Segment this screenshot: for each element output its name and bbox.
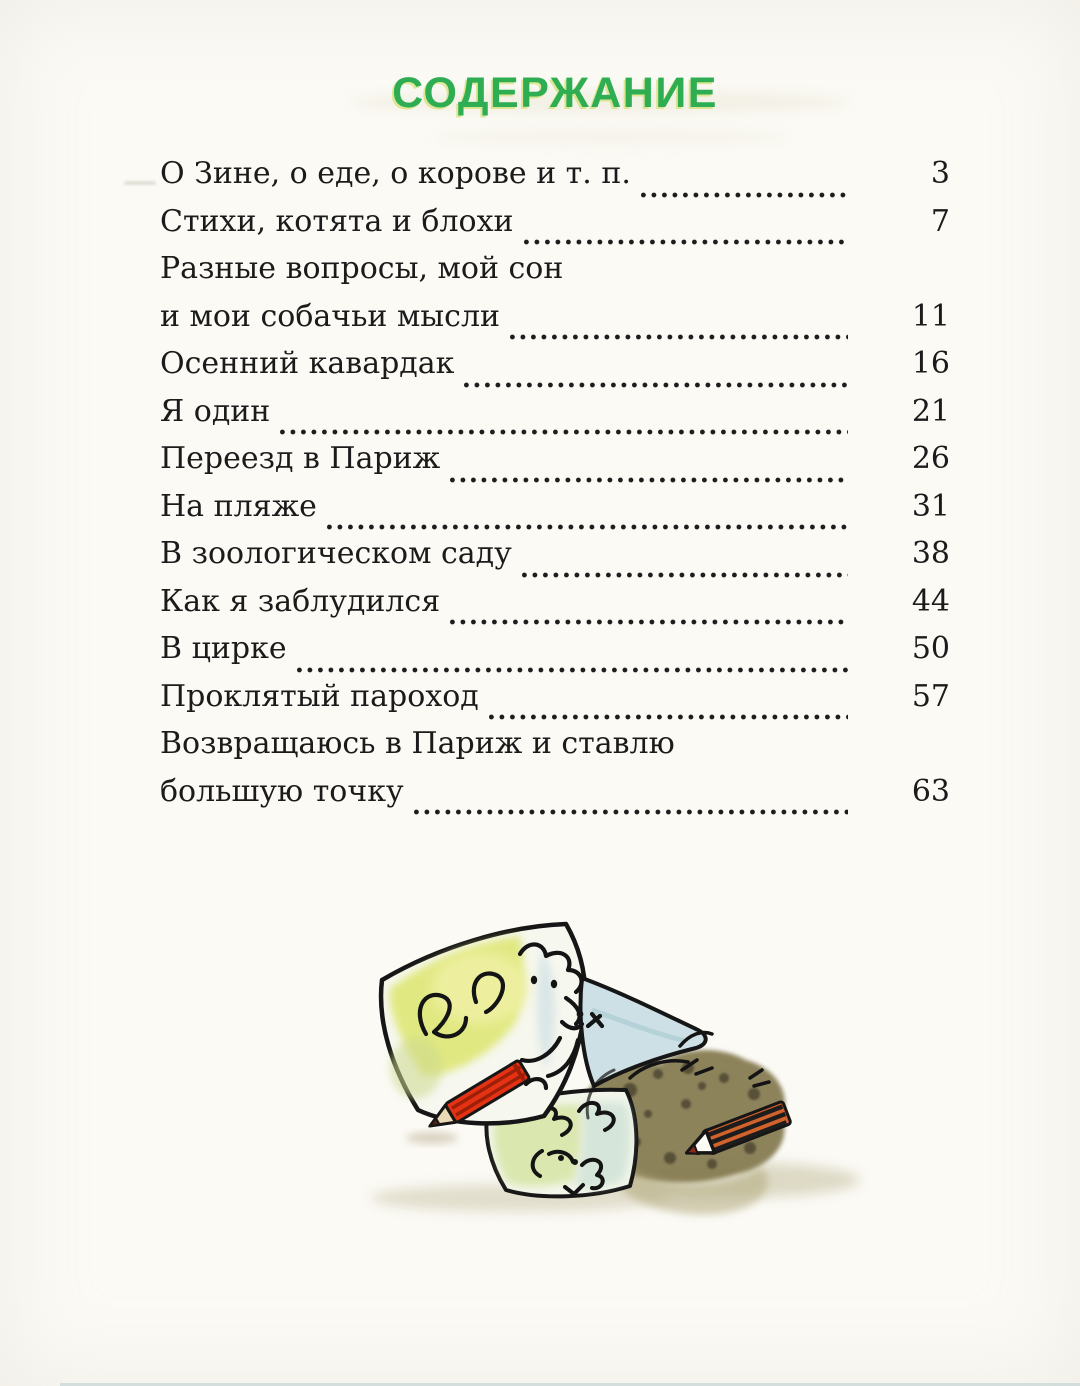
toc-entry <box>160 394 950 442</box>
toc-entry-page: 21 <box>911 393 950 429</box>
page-title: СОДЕРЖАНИЕ <box>392 69 718 117</box>
toc-entry <box>160 679 950 727</box>
toc-entry-page: 11 <box>911 298 950 334</box>
toc-entry-page: 38 <box>911 536 950 571</box>
scan-artifact-dash <box>124 181 156 185</box>
dot-leader <box>327 524 848 530</box>
toc-entry <box>160 536 950 584</box>
toc-entry-title: Как я заблудился <box>160 583 441 619</box>
toc-entry-title: Разные вопросы, мой сон <box>160 251 564 286</box>
dot-leader <box>450 477 848 483</box>
toc-entry-page: 26 <box>911 441 950 476</box>
toc-entry-page: 3 <box>930 156 950 191</box>
dot-leader <box>297 667 848 673</box>
dot-leader <box>522 572 848 578</box>
dot-leader <box>414 809 848 815</box>
toc-entry <box>160 346 950 394</box>
toc-entry-title: В зоологическом саду <box>160 536 512 571</box>
dot-leader <box>641 192 848 198</box>
toc-entry-page: 16 <box>911 346 950 381</box>
toc-entry-title: Я один <box>160 393 271 429</box>
dot-leader <box>450 619 848 625</box>
toc-entry-page: 50 <box>911 631 950 666</box>
toc-entry <box>160 631 950 679</box>
dot-leader <box>280 429 848 435</box>
toc-entry-page: 7 <box>930 203 950 239</box>
dot-leader <box>464 382 848 388</box>
toc-entry-page: 31 <box>911 488 950 524</box>
toc-entry <box>160 156 950 204</box>
toc-entry-title: и мои собачьи мысли <box>160 298 501 334</box>
toc-entry <box>160 584 950 632</box>
toc-entry-title: Возвращаюсь в Париж и ставлю <box>160 726 675 761</box>
dot-leader <box>524 239 848 245</box>
table-of-contents <box>160 156 950 821</box>
toc-entry-page: 44 <box>911 583 950 619</box>
toc-entry-title: В цирке <box>160 631 287 666</box>
watercolor-sketch-illustration <box>330 918 1030 1258</box>
toc-entry-title: На пляже <box>160 488 317 524</box>
dot-leader <box>489 714 848 720</box>
toc-entry <box>160 726 950 821</box>
toc-entry <box>160 251 950 346</box>
toc-entry-page: 57 <box>911 678 950 714</box>
toc-entry <box>160 489 950 537</box>
toc-entry-title: О Зине, о еде, о корове и т. п. <box>160 156 631 191</box>
toc-entry-title: Проклятый пароход <box>160 678 479 714</box>
toc-entry-title: Переезд в Париж <box>160 441 441 476</box>
dot-leader <box>510 334 848 340</box>
toc-entry <box>160 441 950 489</box>
page-content <box>160 0 950 821</box>
toc-entry-page: 63 <box>911 773 950 809</box>
toc-entry-title: большую точку <box>160 773 404 809</box>
toc-entry-title: Стихи, котята и блохи <box>160 203 514 239</box>
toc-entry <box>160 204 950 252</box>
toc-entry-title: Осенний кавардак <box>160 346 455 381</box>
